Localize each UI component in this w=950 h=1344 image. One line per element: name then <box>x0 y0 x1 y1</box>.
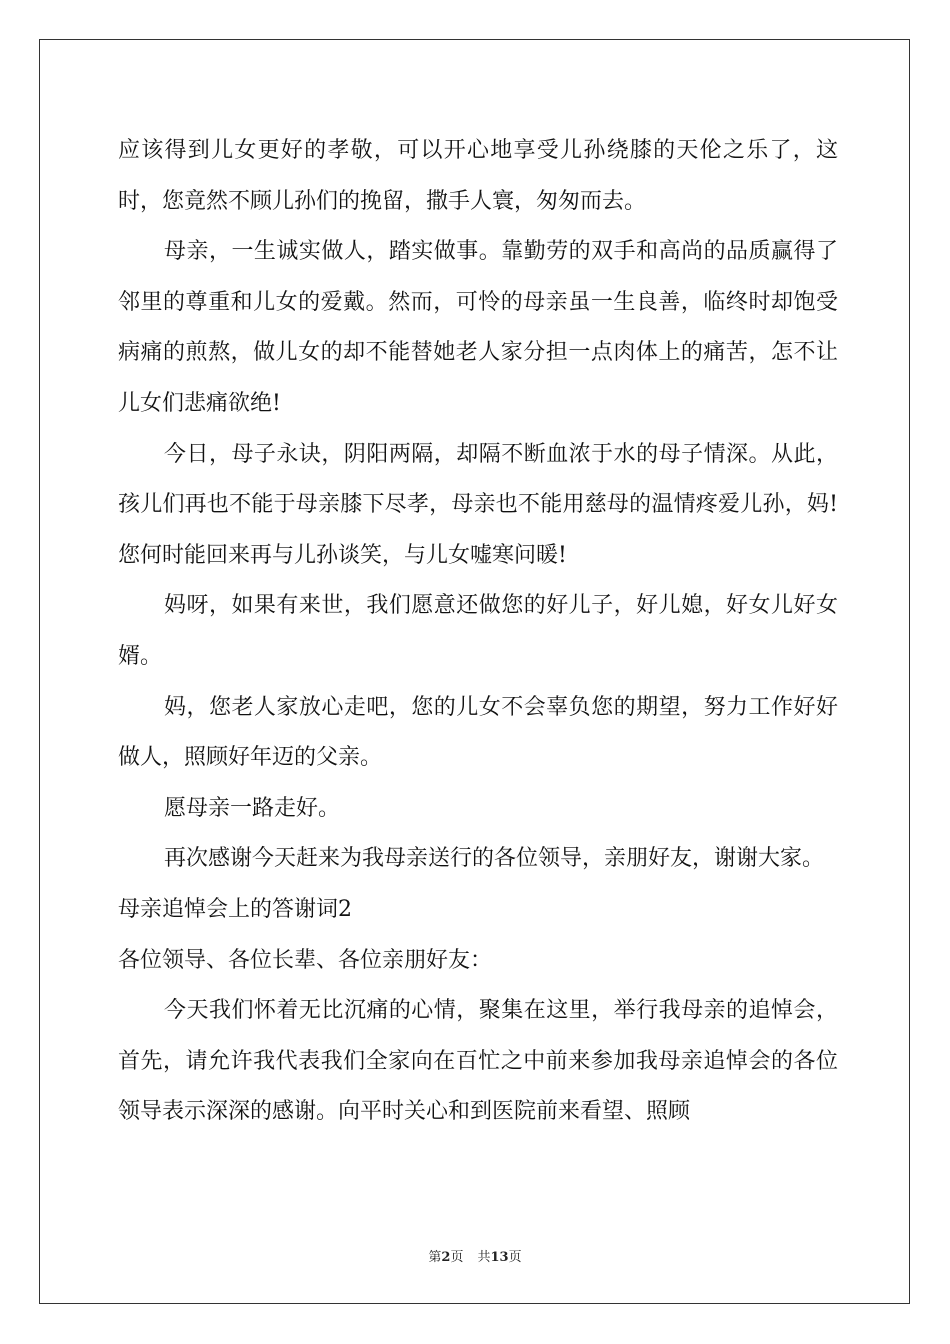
total-suffix: 页 <box>508 1250 522 1265</box>
page-number: 2 <box>441 1250 451 1265</box>
document-body <box>118 126 838 1138</box>
paragraph-10: 今天我们怀着无比沉痛的心情，聚集在这里，举行我母亲的追悼会，首先，请允许我代表我们全家向在百忙之中前来参加我母亲追悼会的各位领导表示深深的感谢。向平时关心和到医院前来看望、照顾 <box>118 998 838 1125</box>
paragraph-1: 应该得到儿女更好的孝敬，可以开心地享受儿孙绕膝的天伦之乐了，这时，您竟然不顾儿孙们的挽留，撒手人寰，匆匆而去。 <box>118 138 838 214</box>
paragraph-3: 今日，母子永诀，阴阳两隔，却隔不断血浓于水的母子情深。从此，孩儿们再也不能于母亲膝下尽孝，母亲也不能用慈母的温情疼爱儿孙，妈!您何时能回来再与儿孙谈笑，与儿女嘘寒问暖! <box>118 441 838 568</box>
page-prefix: 第 <box>428 1250 442 1265</box>
salutation: 各位领导、各位长辈、各位亲朋好友： <box>118 947 493 973</box>
paragraph-6: 愿母亲一路走好。 <box>164 795 341 821</box>
total-prefix: 共 <box>477 1250 491 1265</box>
paragraph-2: 母亲，一生诚实做人，踏实做事。靠勤劳的双手和高尚的品质赢得了邻里的尊重和儿女的爱戴。然而，可怜的母亲虽一生良善，临终时却饱受病痛的煎熬，做儿女的却不能替她老人家分担一点肉体上的痛苦，怎不让儿女们悲痛欲绝! <box>118 239 838 416</box>
section-title: 母亲追悼会上的答谢词2 <box>118 896 352 922</box>
page-footer <box>0 1246 950 1265</box>
paragraph-4: 妈呀，如果有来世，我们愿意还做您的好儿子，好儿媳，好女儿好女婿。 <box>118 593 838 669</box>
total-pages: 13 <box>490 1250 509 1265</box>
paragraph-5: 妈，您老人家放心走吧，您的儿女不会辜负您的期望，努力工作好好做人，照顾好年迈的父亲。 <box>118 694 838 771</box>
page-suffix: 页 <box>450 1250 464 1265</box>
paragraph-7: 再次感谢今天赶来为我母亲送行的各位领导，亲朋好友，谢谢大家。 <box>164 846 825 872</box>
